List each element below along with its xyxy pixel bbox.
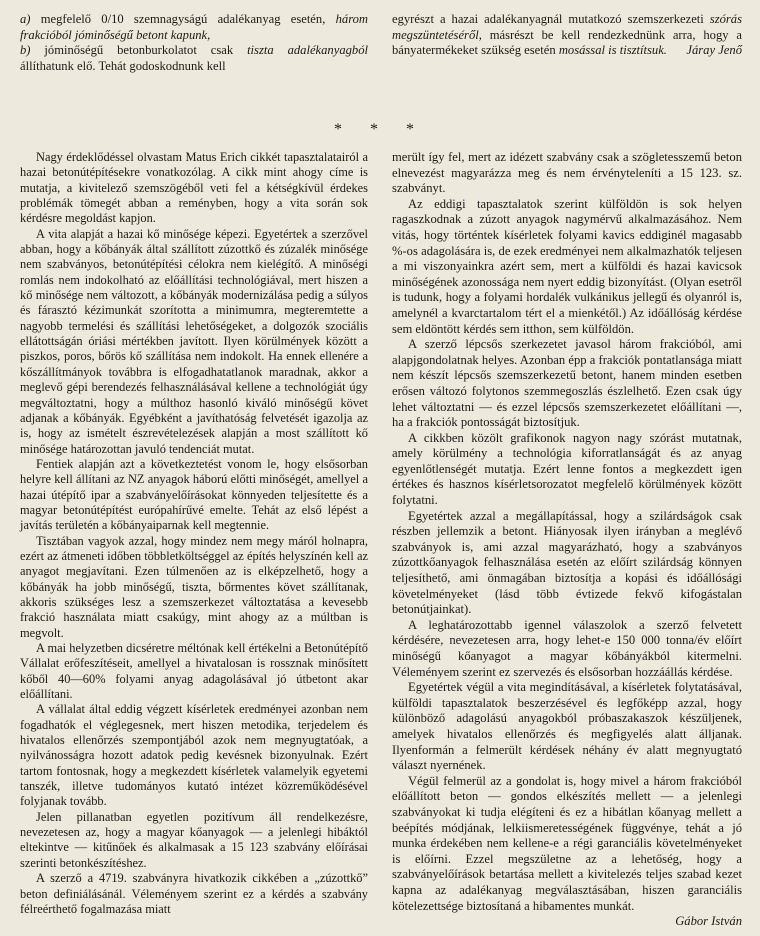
article-paragraph: Fentiek alapján azt a következtetést vonom le, hogy elsősorban helyre kell állítani az NZ anyagok háború előtti minőségét, amellyel a hazai útépítő ipar a szabványelőírásokat könnyeden teljesítette és a magyar betonútépítést európahírűvé emelte. Tehát az első lépést a javítás területén a kőbányaiparnak kell megtennie. (20, 456, 368, 533)
article-paragraph: A vita alapját a hazai kő minősége képezi. Egyetértek a szerzővel abban, hogy a kőbányák által szállított zúzottkő és zúzalék minősége nem szabványos, betonútépítési célokra nem kielégítő. A minőségi romlás nem indokolható az előállítási technológiával, mert hiszen a kő minősége nem változott, a kőbányák modernizálása pedig a súlyos és fárasztó kézimunkát szorította a minimumra, megteremtette a nagyobb termelési és szállítási lehetőségeket, a dolgozók szociális ellátottságán óriási mértékben javított. Ilyen körülmények között a piszkos, poros, bőrös kő szállítása nem indokolt. Ha ennek ellenére a kőszállítmányok továbbra is elfogadhatatlanok maradnak, akkor a meglevő gépi berendezés felhasználásával kellene a technológiát úgy megváltoztatni, hogy a múlthoz hasonló kiváló minőségű követ adjanak a kőbányák. Egyébként a javíthatóság felvetését igazolja az is, hogy az ismételt észrevételezések alapján a most szállított kő minősége határozottan javuló tendenciát mutat. (20, 226, 368, 456)
top-right-italic-1: szórás megszüntetéséről, (392, 12, 742, 42)
list-text-b: jóminőségű betonburkolatot csak (44, 43, 234, 58)
article-paragraph: A cikkben közölt grafikonok nagyon nagy szórást mutatnak, amely körülmény a technológia kiforratlanságát és az anyag egyenlőtlenségét mutatja. Ezért lenne fontos a megkezdett igen értékes és hasznos kísérletsorozatot megfelelő körülmények között folytatni. (392, 430, 742, 508)
article-paragraph: Nagy érdeklődéssel olvastam Matus Erich cikkét tapasztalatairól a hazai betonútépítésekre vonatkozólag. A cikk mint ahogy címe is mutatja, a kivitelező szemszögéből veti fel a kétségkívül érdekes problémák tömegét abban a reményben, hogy a vita során sok kérdésre megoldást kapjon. (20, 150, 368, 226)
article-paragraph: Jelen pillanatban egyetlen pozitívum áll rendelkezésre, nevezetesen az, hogy a magyar kőanyagok — a jelenlegi hibáktól eltekintve — kitűnőek és alkalmasak a 15 123 szabvány előírásai szerinti betonkészítéshez. (20, 809, 368, 870)
article-left-column (20, 150, 368, 917)
article-right-column (392, 150, 742, 930)
top-right-paragraph (392, 12, 742, 59)
article-paragraph: Egyetértek azzal a megállapítással, hogy a szilárdságok csak részben jellemzik a betont. Hiányosak ilyen irányban a meglévő szabványok is, ami azzal magyarázható, hogy a szabványos zúzottkőanyagok felhasználása esetén az előírt szilárdság könnyen teljesíthető, ami önmagában biztosítja a kopási és időállósági követelményeket (lásd több évtizede fekvő kifogástalan betonútjainkat). (392, 508, 742, 617)
article-paragraph: A szerző a 4719. szabványra hivatkozik cikkében a „zúzottkő” beton definiálásánál. Véleményem szerint ez a kérdés a szabvány félreérthető fogalmazása miatt (20, 871, 368, 916)
article-paragraph: Az eddigi tapasztalatok szerint külföldön is sok helyen ragaszkodnak a zúzott anyagok nagymérvű alkalmazásához. Nem vitás, hogy történtek kísérletek folyami kavics eddiginél magasabb %-os adagolására is, de ezek eredményei nem alkalmazhatók teljesen a mi viszonyainkra azért sem, mert a külföldi és hazai kavicsok minőségének azonossága nem nyert eddig bizonyítást. (Olyan esetről is tudunk, hogy a folyami hordalék vulkánikus jellegű és olyanról is, amelynél a kvarctartalom tért el a mienkétől.) Az időállóság kérdése sem eldöntött kérdés sem itthon, sem külföldön. (392, 196, 742, 336)
top-right-text-1: egyrészt a hazai adalékanyagnál mutatkozó szemszerkezeti (392, 12, 704, 26)
top-right-text-2: másrészt be kell rendezkednünk arra, hogy a bányatermékeket szükség esetén (392, 27, 742, 58)
list-label-a: a) (20, 12, 31, 26)
article-paragraph: Egyetértek végül a vita megindításával, a kísérletek folytatásával, külföldi tapasztalatok beszerzésével és legfőképp azzal, hogy különböző adagolású anyagokból próbaszakaszok készüljenek, amelyek hivatalos ellenőrzés és megfigyelés alatt álljanak. Ilyenformán a felmerült kérdések néhány év alatt megnyugtató választ nyernének. (392, 680, 742, 773)
article-paragraph: A vállalat által eddig végzett kísérletek eredményei azonban nem fogadhatók el véglegesnek, mert hiszen metodika, terjedelem és hivatalos ellenőrzés szempontjából azok nem megnyugtatóak, a nyilvánosságra hozott adatok pedig kevésnek bizonyulnak. Ezért tartom fontosnak, hogy a megkezdett kísérletek valamelyik egyetemi tanszék, illetve tudományos kutató intézet közreműködésével folyjanak tovább. (20, 702, 368, 809)
article-paragraph: Végül felmerül az a gondolat is, hogy mivel a három frakcióból előállított beton — gondos elkészítés mellett — a jelenlegi szabványokat ki tudja elégíteni és ez a hibátlan kőanyag mellett a beépítés módjának, lelkiismeretességének függvénye, tehát a jó munka érdekében nem kellene-e a régi garanciális követelményeket is előírni. Ezzel megszületne az a lehetőség, hogy a szabványelőírások betartása mellett a kivitelezés teljes szabad kezet kapna az adalékanyag megválasztásában, hiszen garanciális kötelezettsége biztosítaná a hibamentes munkát. (392, 773, 742, 913)
article-paragraph: merült így fel, mert az idézett szabvány csak a szögletesszemű beton elnevezést magyarázza meg és nem érvényteleníti a 15 123. sz. szabványt. (392, 150, 742, 196)
author-signature-top: Járay Jenő (686, 43, 742, 58)
article-paragraph: A mai helyzetben dicséretre méltónak kell értékelni a Betonútépítő Vállalat erőfeszítéseit, amellyel a hivatalosan is rossznak minősített kőből 40—60% folyami anyag adagolásával jó útbetont akar előállítani. (20, 641, 368, 702)
section-divider: * * * (334, 121, 426, 138)
article-paragraph: A leghatározottabb igennel válaszolok a szerző felvetett kérdésére, nevezetesen arra, hogy lehet-e 150 000 tonna/év előírt minőségű kőanyagot a magyar kőbányákból kitermelni. Véleményem szerint ez szervezés és elsősorban hozzáállás kérdése. (392, 617, 742, 679)
list-item-b (20, 43, 368, 74)
list-label-b: b) (20, 43, 31, 58)
list-italic-a: három frakcióból jóminőségű betont kapunk, (20, 12, 369, 42)
article-paragraph: A szerző lépcsős szerkezetet javasol három frakcióból, ami alapjgondolatnak helyes. Azonban épp a frakciók pontatlansága miatt nem készít lépcsős szemszerkezetű betont, hanem minden esetben erősen változó folytonos szemmegoszlás észlelhető. Ezen csak úgy lehet változtatni — és ezzel lépcsős szemszerkezetet előállítani —, ha a frakciók pontosságát biztosítjuk. (392, 337, 742, 430)
top-left-column (20, 12, 368, 74)
author-signature: Gábor István (675, 914, 742, 929)
top-right-italic-2: mosással is tisztítsuk. (558, 43, 667, 58)
list-italic-b: tiszta adalékanyagból (247, 43, 369, 58)
list-text-a: megfelelő 0/10 szemnagyságú adalékanyag esetén, (40, 12, 326, 26)
list-rest-b: állíthatunk elő. Tehát godoskodnunk kell (20, 58, 226, 73)
list-item-a (20, 12, 368, 43)
top-right-column (392, 12, 742, 59)
article-paragraph: Tisztában vagyok azzal, hogy mindez nem megy máról holnapra, ezért az átmeneti időben többletköltséggel az építés helyszínén kell az anyagot megjavítani. Ezen túlmenően az is elképzelhető, hogy a kőbányák ha jobb minőségű, tiszta, bőrmentes követ szállítanak, akkoris szükséges lesz a szemszerkezet változtatása a kevesebb frakció használata miatt csakúgy, mint ahogy az a múltban is megvolt. (20, 533, 368, 640)
